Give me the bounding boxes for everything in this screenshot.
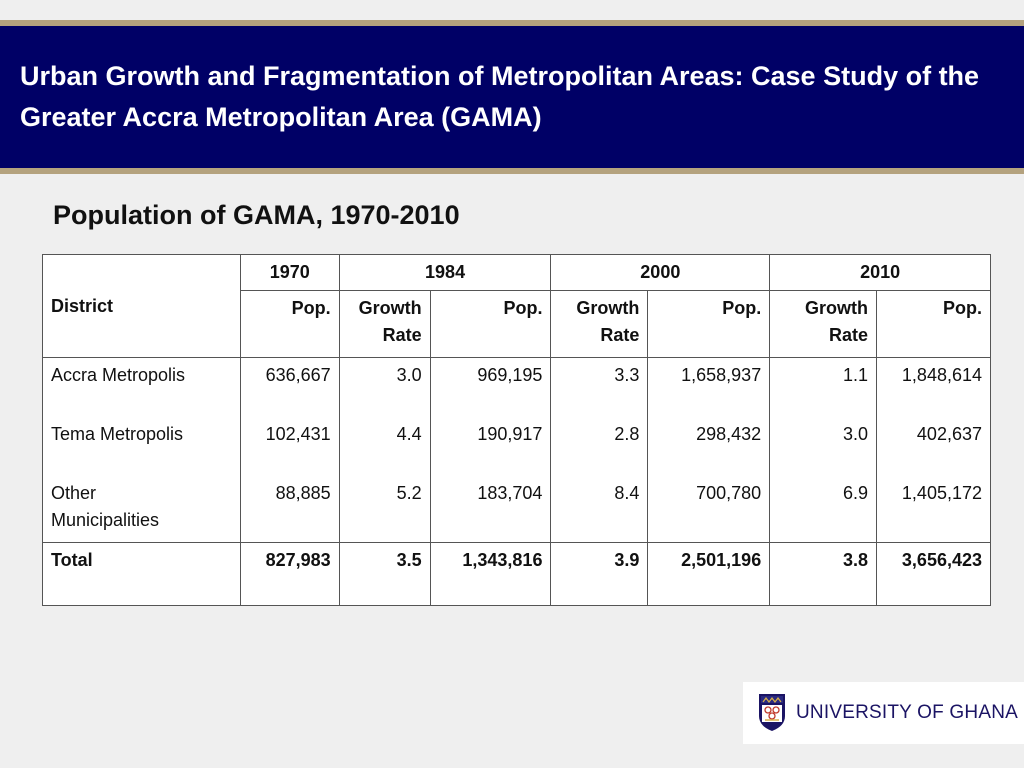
table-title: Population of GAMA, 1970-2010	[53, 200, 460, 230]
header-bottom-band	[0, 168, 1024, 174]
table-row	[43, 358, 991, 414]
pop-cell: 190,917	[430, 413, 551, 472]
table-row	[43, 472, 991, 543]
pop-cell: 969,195	[430, 358, 551, 414]
pop-cell: 1,658,937	[648, 358, 770, 414]
total-pop-cell: 3,656,423	[877, 543, 991, 606]
total-pop-cell: 2,501,196	[648, 543, 770, 606]
pop-header: Pop.	[240, 291, 339, 358]
table-row	[43, 413, 991, 472]
university-logo	[743, 682, 1024, 744]
pop-cell: 1,405,172	[877, 472, 991, 543]
growth-rate-cell: 3.0	[770, 413, 877, 472]
total-pop-cell: 827,983	[240, 543, 339, 606]
total-growth-rate-cell: 3.8	[770, 543, 877, 606]
pop-cell: 402,637	[877, 413, 991, 472]
year-1984-header: 1984	[339, 255, 551, 291]
pop-cell: 88,885	[240, 472, 339, 543]
pop-cell: 183,704	[430, 472, 551, 543]
pop-cell: 298,432	[648, 413, 770, 472]
growth-rate-cell: 6.9	[770, 472, 877, 543]
total-row	[43, 543, 991, 606]
year-1970-header: 1970	[240, 255, 339, 291]
district-header: District	[43, 255, 241, 358]
growth-rate-cell: 1.1	[770, 358, 877, 414]
growth-rate-cell: 5.2	[339, 472, 430, 543]
growth-rate-cell: 4.4	[339, 413, 430, 472]
growth-rate-cell: 3.3	[551, 358, 648, 414]
growth-rate-cell: 3.0	[339, 358, 430, 414]
total-label: Total	[43, 543, 241, 606]
university-name: UNIVERSITY OF GHANA	[796, 702, 1018, 723]
pop-header: Pop.	[877, 291, 991, 358]
population-table	[42, 254, 991, 606]
total-growth-rate-cell: 3.9	[551, 543, 648, 606]
pop-cell: 102,431	[240, 413, 339, 472]
year-2000-header: 2000	[551, 255, 770, 291]
pop-header: Pop.	[648, 291, 770, 358]
title-banner	[0, 26, 1024, 168]
pop-cell: 636,667	[240, 358, 339, 414]
pop-header: Pop.	[430, 291, 551, 358]
total-growth-rate-cell: 3.5	[339, 543, 430, 606]
total-pop-cell: 1,343,816	[430, 543, 551, 606]
district-cell: Accra Metropolis	[43, 358, 241, 414]
growth-rate-header: Growth Rate	[770, 291, 877, 358]
growth-rate-header: Growth Rate	[551, 291, 648, 358]
university-crest-icon	[757, 692, 787, 732]
growth-rate-cell: 8.4	[551, 472, 648, 543]
slide-title: Urban Growth and Fragmentation of Metropolitan Areas: Case Study of the Greater Accra Metropolitan Area (GAMA)	[20, 61, 980, 132]
growth-rate-cell: 2.8	[551, 413, 648, 472]
pop-cell: 1,848,614	[877, 358, 991, 414]
district-cell: Tema Metropolis	[43, 413, 241, 472]
growth-rate-header: Growth Rate	[339, 291, 430, 358]
year-header-row	[43, 255, 991, 291]
district-cell: Other Municipalities	[43, 472, 241, 543]
pop-cell: 700,780	[648, 472, 770, 543]
year-2010-header: 2010	[770, 255, 991, 291]
